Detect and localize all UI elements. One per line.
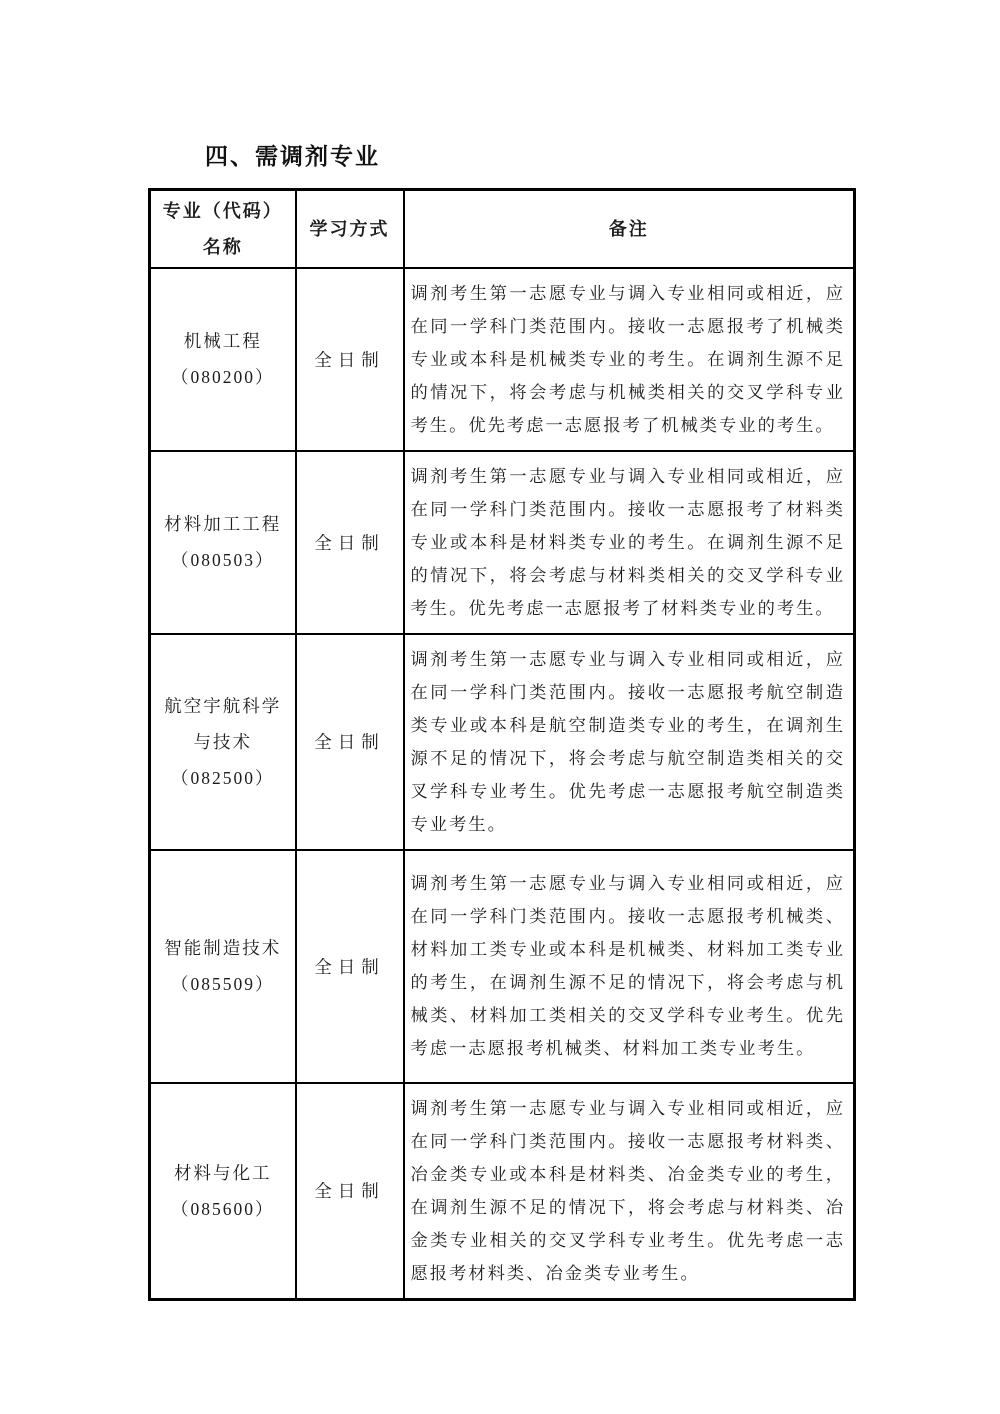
table-row [150,634,855,850]
table-row [150,1083,855,1300]
study-mode-cell: 全日制 [296,634,404,850]
remarks-cell: 调剂考生第一志愿专业与调入专业相同或相近，应在同一学科门类范围内。接收一志愿报考了材料类专业或本科是材料类专业的考生。在调剂生源不足的情况下，将会考虑与材料类相关的交叉学科专业考生。优先考虑一志愿报考了材料类专业的考生。 [404,451,855,634]
table-header-row [150,190,855,268]
study-mode-cell: 全日制 [296,451,404,634]
study-mode-cell: 全日制 [296,268,404,451]
study-mode-cell: 全日制 [296,1083,404,1300]
col-header-remarks: 备注 [404,190,855,268]
remarks-cell: 调剂考生第一志愿专业与调入专业相同或相近，应在同一学科门类范围内。接收一志愿报考了机械类专业或本科是机械类专业的考生。在调剂生源不足的情况下，将会考虑与机械类相关的交叉学科专业考生。优先考虑一志愿报考了机械类专业的考生。 [404,268,855,451]
section-title: 四、需调剂专业 [205,144,380,169]
remarks-cell: 调剂考生第一志愿专业与调入专业相同或相近，应在同一学科门类范围内。接收一志愿报考航空制造类专业或本科是航空制造类专业的考生，在调剂生源不足的情况下，将会考虑与航空制造类相关的交叉学科专业考生。优先考虑一志愿报考航空制造类专业考生。 [404,634,855,850]
remarks-cell: 调剂考生第一志愿专业与调入专业相同或相近，应在同一学科门类范围内。接收一志愿报考机械类、材料加工类专业或本科是机械类、材料加工类专业的考生，在调剂生源不足的情况下，将会考虑与机械类、材料加工类相关的交叉学科专业考生。优先考虑一志愿报考机械类、材料加工类专业考生。 [404,850,855,1083]
major-name-cell: 机械工程 （080200） [150,268,296,451]
remarks-cell: 调剂考生第一志愿专业与调入专业相同或相近，应在同一学科门类范围内。接收一志愿报考材料类、冶金类专业或本科是材料类、冶金类专业的考生，在调剂生源不足的情况下，将会考虑与材料类、冶金类专业相关的交叉学科专业考生。优先考虑一志愿报考材料类、冶金类专业考生。 [404,1083,855,1300]
table-row [150,850,855,1083]
table-row [150,268,855,451]
col-header-study-mode: 学习方式 [296,190,404,268]
adjustment-majors-table [148,188,856,1301]
col-header-major-name: 专业（代码） 名称 [150,190,296,268]
study-mode-cell: 全日制 [296,850,404,1083]
major-name-cell: 材料与化工 （085600） [150,1083,296,1300]
major-name-cell: 航空宇航科学 与技术 （082500） [150,634,296,850]
major-name-cell: 材料加工工程 （080503） [150,451,296,634]
table-row [150,451,855,634]
major-name-cell: 智能制造技术 （085509） [150,850,296,1083]
